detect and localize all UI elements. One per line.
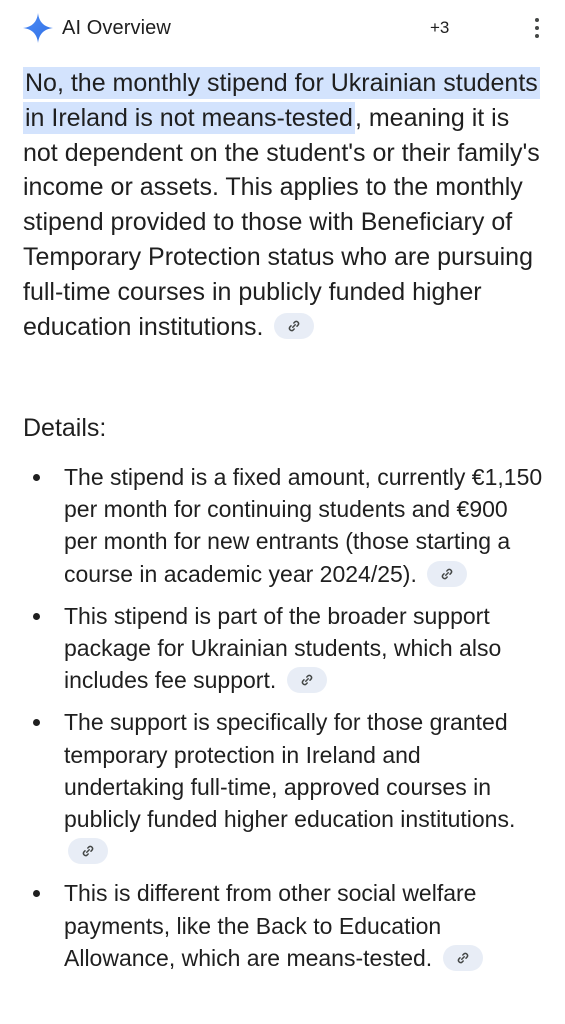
source-link-button[interactable] (443, 945, 483, 971)
list-item (0, 600, 565, 697)
bullet-dot (33, 613, 40, 620)
list-item-text: The support is specifically for those granted temporary protection in Ireland and undertaking full-time, approved courses in publicly funded higher education institutions. (64, 709, 516, 833)
summary-text: , meaning it is not dependent on the student's or their family's income or assets. This applies to the monthly stipend provided to those with Beneficiary of Temporary Protection status who are pursuing full-time courses in publicly funded higher education institutions. (23, 103, 540, 341)
list-item (0, 461, 565, 590)
more-vert-icon[interactable] (529, 14, 545, 42)
list-item-text: This stipend is part of the broader support package for Ukrainian students, which also includes fee support. (64, 602, 502, 694)
list-item-text: This is different from other social welfare payments, like the Back to Education Allowance, which are means-tested. (64, 880, 477, 971)
ai-overview-header (22, 10, 543, 46)
summary-highlight: No, the monthly stipend for Ukrainian students in Ireland is not means-tested (25, 69, 538, 132)
link-icon (440, 567, 454, 581)
list-item (0, 706, 565, 867)
bullet-dot (33, 719, 40, 726)
source-link-button[interactable] (68, 838, 108, 864)
link-icon (456, 951, 470, 965)
source-count-badge[interactable]: +3 (430, 18, 450, 37)
list-item-text: The stipend is a fixed amount, currently €1,150 per month for continuing students and €900 per month for new entrants (those starting a course in academic year 2024/25). (64, 464, 543, 587)
source-link-button[interactable] (427, 561, 467, 587)
details-heading: Details: (23, 414, 107, 442)
ai-overview-title: AI Overview (62, 16, 171, 39)
details-list (0, 461, 565, 984)
overview-summary (23, 66, 548, 344)
bullet-dot (33, 474, 40, 481)
link-icon (81, 844, 95, 858)
link-icon (300, 673, 314, 687)
bullet-dot (33, 890, 40, 897)
source-link-button[interactable] (287, 667, 327, 693)
sparkle-icon (22, 12, 54, 44)
source-link-button[interactable] (274, 313, 314, 339)
list-item (0, 877, 565, 974)
link-icon (287, 319, 301, 333)
